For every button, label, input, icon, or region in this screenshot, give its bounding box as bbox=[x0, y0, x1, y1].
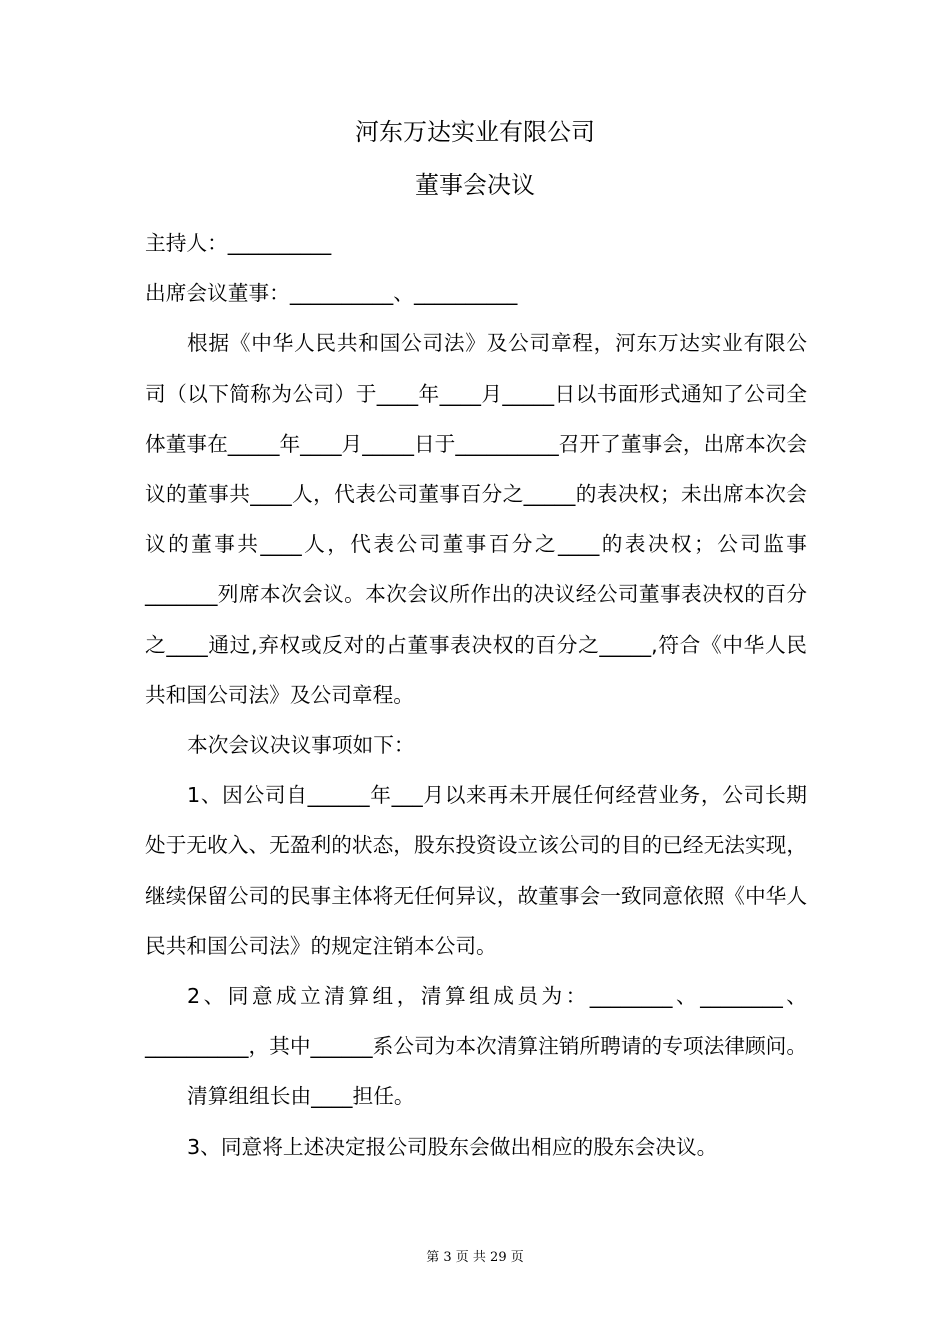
document-body bbox=[145, 218, 807, 1172]
page-indicator: 第 3 页 共 29 页 bbox=[426, 1250, 524, 1265]
resolution-item-3: 3、同意将上述决定报公司股东会做出相应的股东会决议。 bbox=[187, 1134, 718, 1159]
resolution-item-1: 1、因公司自______年___月以来再未开展任何经营业务，公司长期处于无收入、无盈利的状态，股东投资设立该公司的目的已经无法实现，继续保留公司的民事主体将无任何异议，故董事会一致同意依照《中华人民共和国公司法》的规定注销本公司。 bbox=[145, 783, 808, 958]
liquidation-leader-line: 清算组组长由____担任。 bbox=[187, 1084, 415, 1109]
resolution-item-2: 2、同意成立清算组，清算组成员为：________、________、__________，其中______系公司为本次清算注销所聘请的专项法律顾问。 bbox=[145, 984, 808, 1059]
company-name: 河东万达实业有限公司 bbox=[355, 118, 595, 146]
intro-paragraph: 根据《中华人民共和国公司法》及公司章程，河东万达实业有限公司（以下简称为公司）于____年____月_____日以书面形式通知了公司全体董事在_____年____月_____日于__________召开了董事会，出席本次会议的董事共____人，代表公司董事百分之_____的表决权；未出席本次会议的董事共____人，代表公司董事百分之____的表决权；公司监事_______列席本次会议。本次会议所作出的决议经公司董事表决权的百分之____通过,弃权或反对的占董事表决权的百分之_____,符合《中华人民共和国公司法》及公司章程。 bbox=[145, 331, 808, 707]
document-title: 董事会决议 bbox=[415, 171, 535, 199]
host-line: 主持人：__________ bbox=[145, 231, 332, 255]
resolutions-intro: 本次会议决议事项如下： bbox=[187, 733, 415, 758]
attendees-line: 出席会议董事：__________、__________ bbox=[145, 281, 518, 306]
